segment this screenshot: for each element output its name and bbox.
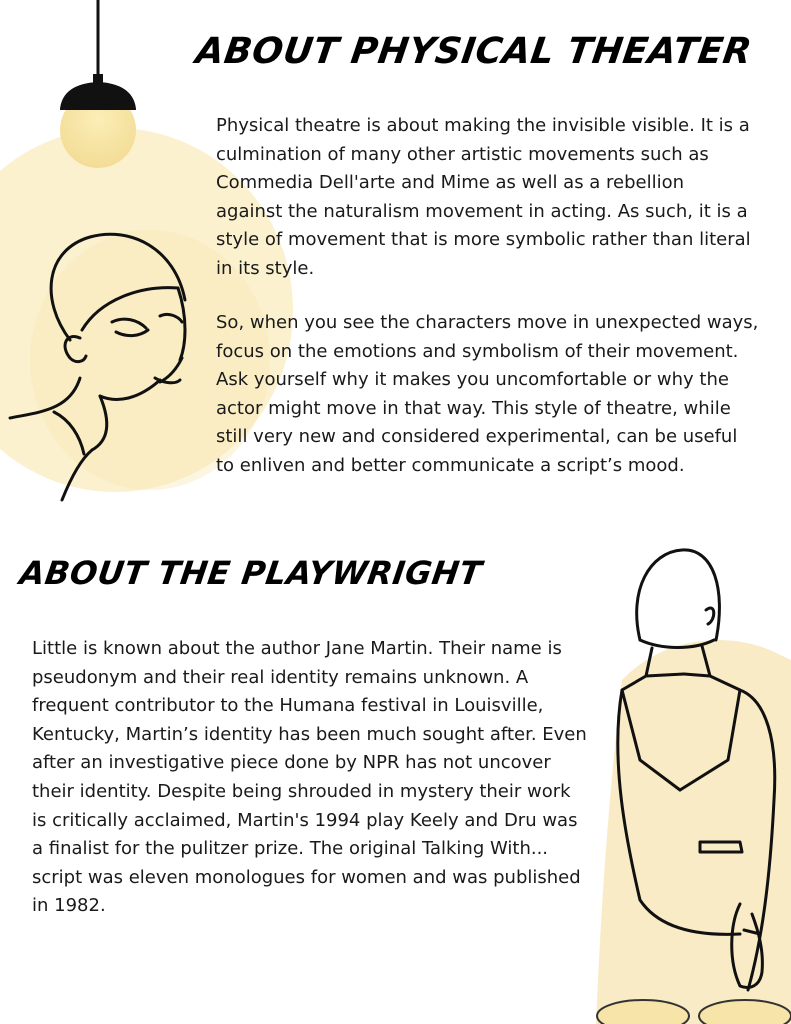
playwright-heading: ABOUT THE PLAYWRIGHT — [17, 554, 485, 592]
physical-theater-heading: ABOUT PHYSICAL THEATER — [193, 31, 755, 72]
playwright-paragraph: Little is known about the author Jane Martin. Their name is pseudonym and their real identity remains unknown. A frequent contributor to the Humana festival in Louisville, Kentucky, Martin’s identity has been much sought after. Even after an investigative piece done by NPR has not uncover their identity. Despite being shrouded in mystery their work is critically acclaimed, Martin's 1994 play Keely and Dru was a finalist for the pulitzer prize. The original Talking With... script was eleven monologues for women and was published in 1982. — [32, 638, 587, 917]
pendant-lamp-icon — [60, 0, 136, 168]
physical-theater-paragraph-1: Physical theatre is about making the invisible visible. It is a culmination of many other artistic movements such as Commedia Dell'arte and Mime as well as a rebellion against the naturalism movement in acting. As such, it is a style of movement that is more symbolic rather than literal in its style. — [216, 115, 751, 279]
physical-theater-paragraph-2: So, when you see the characters move in unexpected ways, focus on the emotions and symbolism of their movement. Ask yourself why it makes you uncomfortable or why the actor might move in that way. This style of theatre, while still very new and considered experimental, can be useful to enliven and better communicate a script’s mood. — [216, 312, 759, 476]
